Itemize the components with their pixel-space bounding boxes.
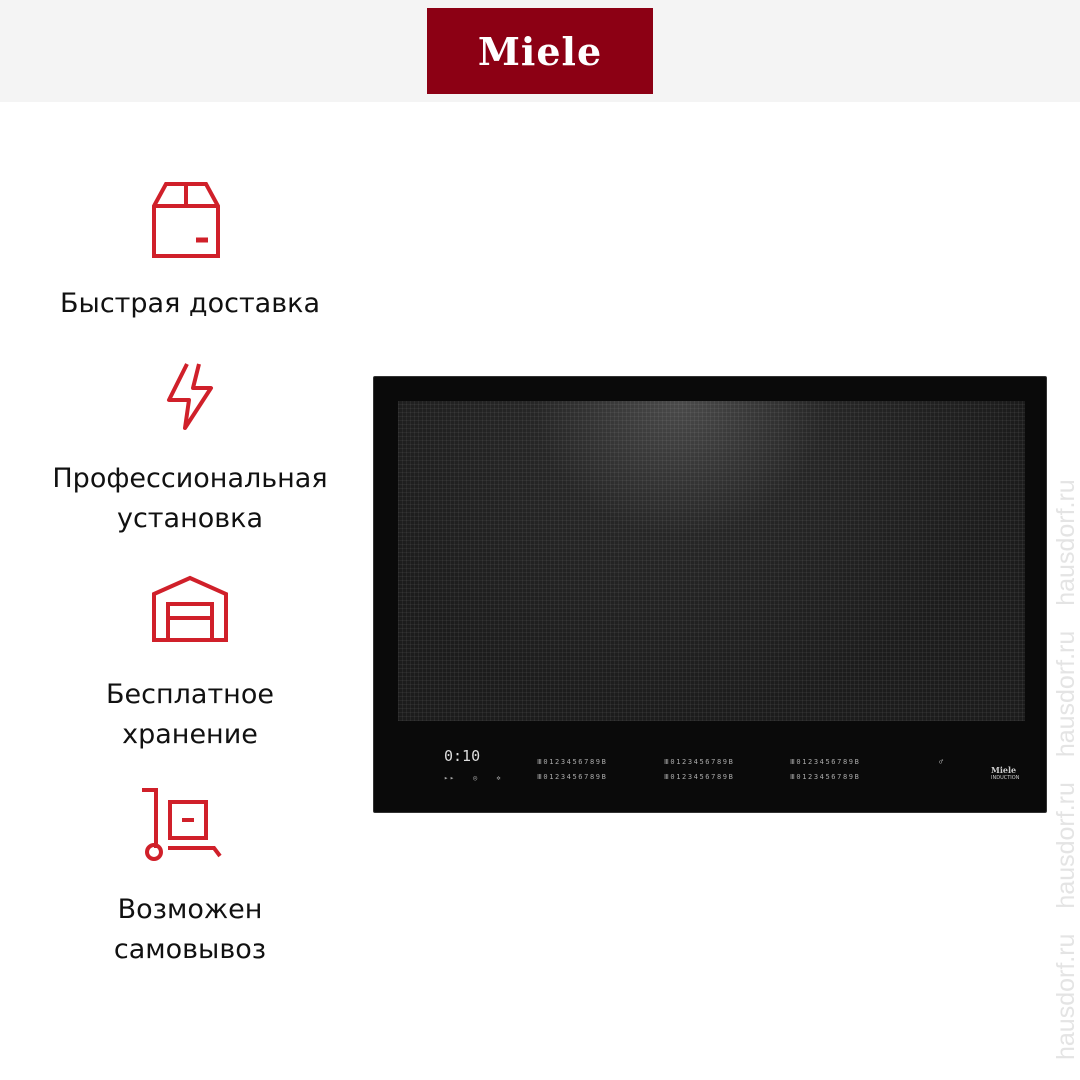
- watermark: hausdorf.ru hausdorf.ru hausdorf.ru hausdorf.ru: [1052, 479, 1080, 1060]
- feature-label: Бесплатное: [106, 679, 274, 710]
- power-slider: Ⅲ0123456789B: [790, 758, 861, 766]
- hand-truck-icon: [140, 786, 222, 864]
- power-slider: Ⅲ0123456789B: [537, 773, 608, 781]
- feature-label: Возможен: [117, 894, 263, 925]
- feature-label: установка: [116, 503, 264, 534]
- lock-icon: ♂: [939, 758, 945, 766]
- lightning-icon: [165, 362, 215, 430]
- feature-label: хранение: [122, 719, 258, 750]
- power-slider: Ⅲ0123456789B: [790, 773, 861, 781]
- feature-installation: [0, 459, 380, 539]
- feature-delivery: [0, 284, 380, 324]
- feature-storage: [0, 675, 380, 755]
- control-icons: ▸▸ ◎ ✲: [444, 774, 503, 782]
- power-slider: Ⅲ0123456789B: [664, 758, 735, 766]
- warehouse-icon: [150, 574, 230, 644]
- hob-logo: [991, 766, 1019, 782]
- hob-logo-sub: INDUCTION: [991, 775, 1020, 781]
- feature-label: Быстрая доставка: [60, 288, 320, 319]
- feature-label: самовывоз: [113, 934, 267, 965]
- hob-logo-text: Miele: [991, 765, 1017, 775]
- box-icon: [140, 180, 232, 260]
- feature-label: Профессиональная: [52, 463, 328, 494]
- timer-display: 0:10: [444, 747, 481, 765]
- power-slider: Ⅲ0123456789B: [537, 758, 608, 766]
- cooking-surface: [398, 401, 1025, 721]
- induction-hob-image: [373, 376, 1047, 813]
- power-slider: Ⅲ0123456789B: [664, 773, 735, 781]
- feature-pickup: [0, 890, 380, 970]
- miele-logo: Miele: [427, 8, 653, 94]
